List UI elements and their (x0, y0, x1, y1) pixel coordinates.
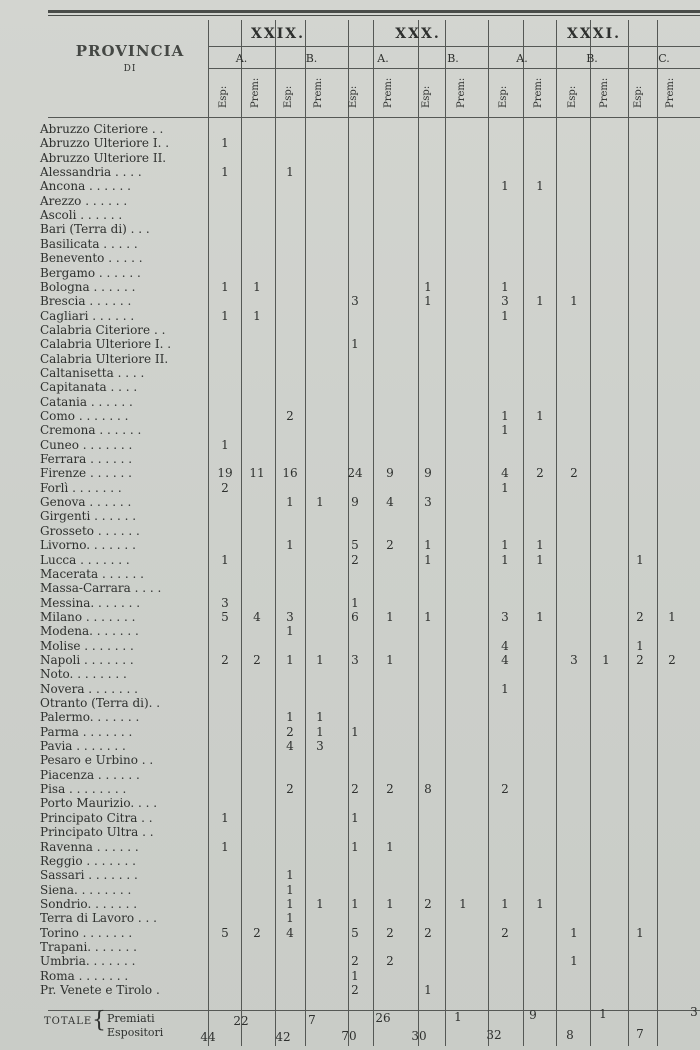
province-name: Caltanisetta . . . . (40, 365, 145, 380)
value-cell: 1 (351, 968, 359, 983)
value-cell: 1 (221, 136, 229, 151)
province-name: Basilicata . . . . . (40, 236, 138, 251)
table-row (0, 983, 700, 997)
province-name: Milano . . . . . . . (40, 609, 136, 624)
value-cell: 1 (351, 896, 359, 911)
province-name: Principato Ultra . . (40, 825, 154, 840)
group-underline (208, 46, 348, 47)
province-name: Abruzzo Ulteriore II. (40, 150, 167, 165)
espositori-total: 42 (275, 1029, 291, 1044)
prem-column-heading: Prem: (599, 77, 610, 108)
value-cell: 2 (386, 782, 394, 797)
province-name: Pisa . . . . . . . . (40, 782, 127, 797)
province-name: Molise . . . . . . . (40, 638, 134, 653)
table-row (0, 165, 700, 179)
value-cell: 1 (286, 911, 294, 926)
value-cell: 4 (286, 739, 294, 754)
totale-brace: { (92, 1008, 106, 1033)
table-row (0, 969, 700, 983)
group-heading: XXIX. (250, 26, 305, 42)
value-cell: 1 (221, 839, 229, 854)
value-cell: 2 (351, 782, 359, 797)
province-name: Ferrara . . . . . . (40, 452, 133, 467)
value-cell: 2 (424, 925, 432, 940)
espositori-total: 7 (636, 1027, 644, 1041)
province-name: Forlì . . . . . . . (40, 480, 122, 495)
table-row (0, 380, 700, 394)
value-cell: 1 (501, 538, 509, 553)
value-cell: 2 (286, 724, 294, 739)
sub-underline (348, 68, 418, 69)
table-row (0, 639, 700, 653)
table-row (0, 352, 700, 366)
table-row (0, 883, 700, 897)
value-cell: 3 (351, 652, 359, 667)
table-row (0, 409, 700, 423)
province-name: Porto Maurizio. . . . (40, 796, 158, 811)
table-row (0, 509, 700, 523)
sub-underline (418, 68, 488, 69)
value-cell: 1 (253, 308, 261, 323)
value-cell: 5 (221, 925, 229, 940)
province-name: Cuneo . . . . . . . (40, 437, 133, 452)
province-name: Brescia . . . . . . (40, 294, 132, 309)
value-cell: 24 (347, 466, 363, 481)
province-name: Genova . . . . . . (40, 495, 132, 510)
value-cell: 1 (351, 724, 359, 739)
sub-underline (556, 68, 628, 69)
province-name: Palermo. . . . . . . (40, 710, 140, 725)
sub-heading: B. (447, 52, 459, 65)
esp-column-heading: Esp: (567, 85, 578, 108)
value-cell: 2 (351, 552, 359, 567)
value-cell: 1 (424, 609, 432, 624)
value-cell: 3 (501, 294, 509, 309)
table-row (0, 266, 700, 280)
espositori-total: 44 (200, 1030, 216, 1044)
province-name: Calabria Ulteriore I. . (40, 337, 172, 352)
value-cell: 3 (424, 495, 432, 510)
sub-underline (488, 68, 556, 69)
province-name: Cagliari . . . . . . (40, 308, 135, 323)
province-name: Trapani. . . . . . . (40, 939, 137, 954)
value-cell: 1 (501, 552, 509, 567)
table-row (0, 868, 700, 882)
prem-column-heading: Prem: (665, 77, 676, 108)
value-cell: 1 (351, 337, 359, 352)
value-cell: 2 (286, 782, 294, 797)
value-cell: 1 (316, 724, 324, 739)
table-row (0, 682, 700, 696)
value-cell: 1 (316, 652, 324, 667)
province-name: Como . . . . . . . (40, 409, 129, 423)
province-name: Bari (Terra di) . . . (40, 222, 150, 237)
value-cell: 1 (536, 294, 544, 309)
value-cell: 2 (221, 480, 229, 495)
value-cell: 1 (221, 279, 229, 294)
esp-column-heading: Esp: (283, 85, 294, 108)
value-cell: 2 (570, 466, 578, 481)
province-name: Pavia . . . . . . . (40, 739, 126, 754)
province-name: Noto. . . . . . . . (40, 667, 127, 682)
esp-column-heading: Esp: (218, 85, 229, 108)
value-cell: 4 (386, 495, 394, 510)
value-cell: 2 (351, 954, 359, 969)
value-cell: 1 (501, 896, 509, 911)
province-name: Firenze . . . . . . (40, 466, 132, 481)
espositori-total: 8 (566, 1027, 574, 1042)
value-cell: 1 (424, 538, 432, 553)
value-cell: 1 (386, 652, 394, 667)
province-name: Napoli . . . . . . . (40, 652, 134, 667)
table-row (0, 136, 700, 150)
province-name: Modena. . . . . . . (40, 624, 139, 639)
value-cell: 1 (536, 538, 544, 553)
table-row (0, 524, 700, 538)
value-cell: 1 (536, 409, 544, 423)
province-name: Abruzzo Citeriore . . (40, 122, 164, 136)
value-cell: 2 (536, 466, 544, 481)
table-row (0, 337, 700, 351)
table-row (0, 940, 700, 954)
premiati-total: 9 (529, 1008, 537, 1022)
value-cell: 1 (424, 552, 432, 567)
value-cell: 5 (351, 538, 359, 553)
prem-column-heading: Prem: (456, 77, 467, 108)
value-cell: 1 (636, 638, 644, 653)
province-name: Calabria Citeriore . . (40, 322, 166, 337)
table-row (0, 725, 700, 739)
province-name: Capitanata . . . . (40, 380, 138, 395)
value-cell: 1 (286, 538, 294, 553)
value-cell: 1 (501, 179, 509, 194)
sub-underline (628, 68, 700, 69)
provincia-heading: PROVINCIA (75, 42, 185, 60)
province-name: Macerata . . . . . . (40, 566, 144, 581)
value-cell: 1 (570, 925, 578, 940)
value-cell: 4 (501, 652, 509, 667)
value-cell: 1 (286, 882, 294, 897)
espositori-total: 70 (341, 1029, 357, 1043)
value-cell: 1 (221, 437, 229, 452)
top-rule (48, 10, 700, 13)
value-cell: 1 (316, 896, 324, 911)
value-cell: 1 (286, 896, 294, 911)
province-name: Piacenza . . . . . . (40, 767, 140, 782)
table-row (0, 610, 700, 624)
table-row (0, 452, 700, 466)
province-name: Bologna . . . . . . (40, 279, 136, 294)
province-name: Otranto (Terra di). . (40, 696, 161, 710)
espositori-total: 30 (411, 1028, 427, 1043)
value-cell: 8 (424, 782, 432, 797)
province-name: Sondrio. . . . . . . (40, 896, 138, 911)
value-cell: 1 (424, 294, 432, 309)
value-cell: 1 (501, 480, 509, 495)
province-name: Calabria Ulteriore II. (40, 351, 169, 366)
header-rule (48, 117, 700, 118)
value-cell: 2 (501, 782, 509, 797)
province-name: Arezzo . . . . . . (40, 193, 128, 208)
value-cell: 3 (221, 595, 229, 610)
table-row (0, 567, 700, 581)
value-cell: 1 (351, 595, 359, 610)
province-name: Alessandria . . . . (40, 165, 142, 180)
sub-heading: A. (516, 52, 528, 65)
value-cell: 2 (221, 652, 229, 667)
table-row (0, 294, 700, 308)
table-row (0, 208, 700, 222)
sub-heading: C. (658, 52, 670, 65)
table-row (0, 753, 700, 767)
totale-label: TOTALE (44, 1016, 93, 1027)
table-row (0, 782, 700, 796)
table-row (0, 395, 700, 409)
value-cell: 1 (221, 165, 229, 180)
province-name: Principato Citra . . (40, 810, 153, 825)
value-cell: 1 (316, 495, 324, 510)
table-row (0, 596, 700, 610)
province-name: Pesaro e Urbino . . (40, 753, 154, 768)
value-cell: 1 (351, 839, 359, 854)
value-cell: 2 (253, 652, 261, 667)
table-row (0, 309, 700, 323)
table-row (0, 768, 700, 782)
table-row (0, 323, 700, 337)
value-cell: 1 (570, 954, 578, 969)
table-row (0, 825, 700, 839)
table-row (0, 796, 700, 810)
value-cell: 19 (217, 466, 233, 481)
value-cell: 2 (386, 538, 394, 553)
value-cell: 1 (459, 896, 467, 911)
table-row (0, 538, 700, 552)
value-cell: 5 (351, 925, 359, 940)
table-row (0, 122, 700, 136)
province-name: Parma . . . . . . . (40, 724, 133, 739)
province-name: Abruzzo Ulteriore I. . (40, 136, 170, 151)
value-cell: 1 (536, 896, 544, 911)
value-cell: 1 (386, 839, 394, 854)
province-name: Reggio . . . . . . . (40, 853, 136, 868)
value-cell: 4 (501, 638, 509, 653)
table-row (0, 179, 700, 193)
esp-column-heading: Esp: (498, 85, 509, 108)
premiati-total: 7 (308, 1012, 316, 1027)
province-name: Catania . . . . . . (40, 394, 133, 409)
table-row (0, 194, 700, 208)
prem-column-heading: Prem: (383, 77, 394, 108)
value-cell: 2 (501, 925, 509, 940)
province-name: Massa-Carrara . . . . (40, 581, 162, 596)
value-cell: 2 (351, 983, 359, 997)
province-name: Umbria. . . . . . . (40, 954, 136, 969)
value-cell: 1 (501, 681, 509, 696)
table-row (0, 710, 700, 724)
table-row (0, 653, 700, 667)
value-cell: 1 (536, 552, 544, 567)
premiati-total: 1 (454, 1009, 462, 1024)
value-cell: 1 (536, 609, 544, 624)
value-cell: 1 (386, 609, 394, 624)
value-cell: 2 (668, 652, 676, 667)
table-row (0, 366, 700, 380)
value-cell: 1 (501, 423, 509, 438)
table-row (0, 151, 700, 165)
table-row (0, 911, 700, 925)
province-name: Siena. . . . . . . . (40, 882, 132, 897)
table-row (0, 667, 700, 681)
value-cell: 1 (570, 294, 578, 309)
province-name: Grosseto . . . . . . (40, 523, 140, 538)
table-row (0, 926, 700, 940)
table-row (0, 696, 700, 710)
province-name: Bergamo . . . . . . (40, 265, 141, 280)
value-cell: 1 (316, 710, 324, 725)
table-row (0, 481, 700, 495)
province-name: Pr. Venete e Tirolo . (40, 983, 160, 997)
prem-column-heading: Prem: (313, 77, 324, 108)
table-row (0, 739, 700, 753)
table-row (0, 466, 700, 480)
province-name: Cremona . . . . . . (40, 423, 142, 438)
table-row (0, 423, 700, 437)
table-row (0, 553, 700, 567)
value-cell: 3 (351, 294, 359, 309)
group-underline (488, 46, 700, 47)
table-row (0, 811, 700, 825)
value-cell: 1 (602, 652, 610, 667)
value-cell: 1 (536, 179, 544, 194)
prem-column-heading: Prem: (250, 77, 261, 108)
value-cell: 1 (286, 495, 294, 510)
table-row (0, 237, 700, 251)
table-row (0, 438, 700, 452)
value-cell: 3 (570, 652, 578, 667)
prem-column-heading: Prem: (533, 77, 544, 108)
premiati-total: 1 (599, 1006, 607, 1021)
premiati-total: 3 (690, 1005, 698, 1019)
table-row (0, 840, 700, 854)
value-cell: 1 (636, 552, 644, 567)
sub-heading: B. (305, 52, 318, 65)
value-cell: 6 (351, 609, 359, 624)
sub-heading: A. (235, 52, 248, 65)
value-cell: 2 (386, 925, 394, 940)
value-cell: 1 (386, 896, 394, 911)
value-cell: 1 (253, 279, 261, 294)
province-name: Roma . . . . . . . (40, 968, 129, 983)
value-cell: 2 (636, 609, 644, 624)
esp-column-heading: Esp: (633, 85, 644, 108)
value-cell: 4 (286, 925, 294, 940)
province-name: Sassari . . . . . . . (40, 868, 138, 883)
espositori-label: Espositori (107, 1026, 164, 1039)
province-name: Ancona . . . . . . (40, 179, 131, 194)
table-row (0, 624, 700, 638)
province-name: Novera . . . . . . . (40, 681, 138, 696)
province-name: Benevento . . . . . (40, 251, 143, 266)
premiati-total: 26 (375, 1011, 391, 1025)
value-cell: 1 (501, 308, 509, 323)
value-cell: 1 (424, 983, 432, 997)
value-cell: 1 (286, 710, 294, 725)
table-row (0, 280, 700, 294)
value-cell: 1 (668, 609, 676, 624)
value-cell: 9 (424, 466, 432, 481)
value-cell: 2 (386, 954, 394, 969)
value-cell: 2 (636, 652, 644, 667)
table-row (0, 495, 700, 509)
table-row (0, 251, 700, 265)
group-heading: XXXI. (566, 26, 621, 42)
value-cell: 1 (636, 925, 644, 940)
value-cell: 2 (286, 409, 294, 423)
esp-column-heading: Esp: (421, 85, 432, 108)
value-cell: 4 (253, 609, 261, 624)
value-cell: 1 (351, 810, 359, 825)
value-cell: 4 (501, 466, 509, 481)
value-cell: 1 (286, 624, 294, 639)
value-cell: 1 (501, 279, 509, 294)
value-cell: 16 (282, 466, 298, 481)
premiati-total: 22 (233, 1014, 249, 1028)
province-name: Girgenti . . . . . . (40, 509, 137, 524)
province-name: Torino . . . . . . . (40, 925, 133, 940)
value-cell: 9 (386, 466, 394, 481)
sub-underline (275, 68, 348, 69)
value-cell: 5 (221, 609, 229, 624)
table-row (0, 581, 700, 595)
top-rule-thin (48, 15, 700, 16)
value-cell: 1 (286, 868, 294, 883)
value-cell: 1 (221, 308, 229, 323)
sub-heading: B. (586, 52, 598, 65)
value-cell: 2 (424, 896, 432, 911)
value-cell: 1 (286, 652, 294, 667)
table-row (0, 897, 700, 911)
province-name: Lucca . . . . . . . (40, 552, 130, 567)
espositori-total: 32 (486, 1028, 502, 1042)
sub-heading: A. (377, 52, 389, 65)
province-name: Livorno. . . . . . . (40, 538, 136, 553)
value-cell: 9 (351, 495, 359, 510)
table-row (0, 854, 700, 868)
value-cell: 3 (501, 609, 509, 624)
province-name: Ascoli . . . . . . (40, 208, 123, 223)
table-row (0, 222, 700, 236)
value-cell: 3 (316, 739, 324, 754)
table-row (0, 954, 700, 968)
value-cell: 11 (249, 466, 265, 481)
premiati-label: Premiati (107, 1012, 155, 1025)
value-cell: 1 (501, 409, 509, 423)
value-cell: 1 (286, 165, 294, 180)
value-cell: 1 (424, 279, 432, 294)
value-cell: 1 (221, 552, 229, 567)
value-cell: 2 (253, 925, 261, 940)
province-name: Ravenna . . . . . . (40, 839, 139, 854)
value-cell: 1 (221, 810, 229, 825)
province-name: Messina. . . . . . . (40, 595, 141, 610)
province-name: Terra di Lavoro . . . (40, 911, 157, 926)
value-cell: 3 (286, 609, 294, 624)
group-heading: XXX. (395, 26, 441, 42)
esp-column-heading: Esp: (348, 85, 359, 108)
provincia-di: DI (123, 64, 137, 74)
